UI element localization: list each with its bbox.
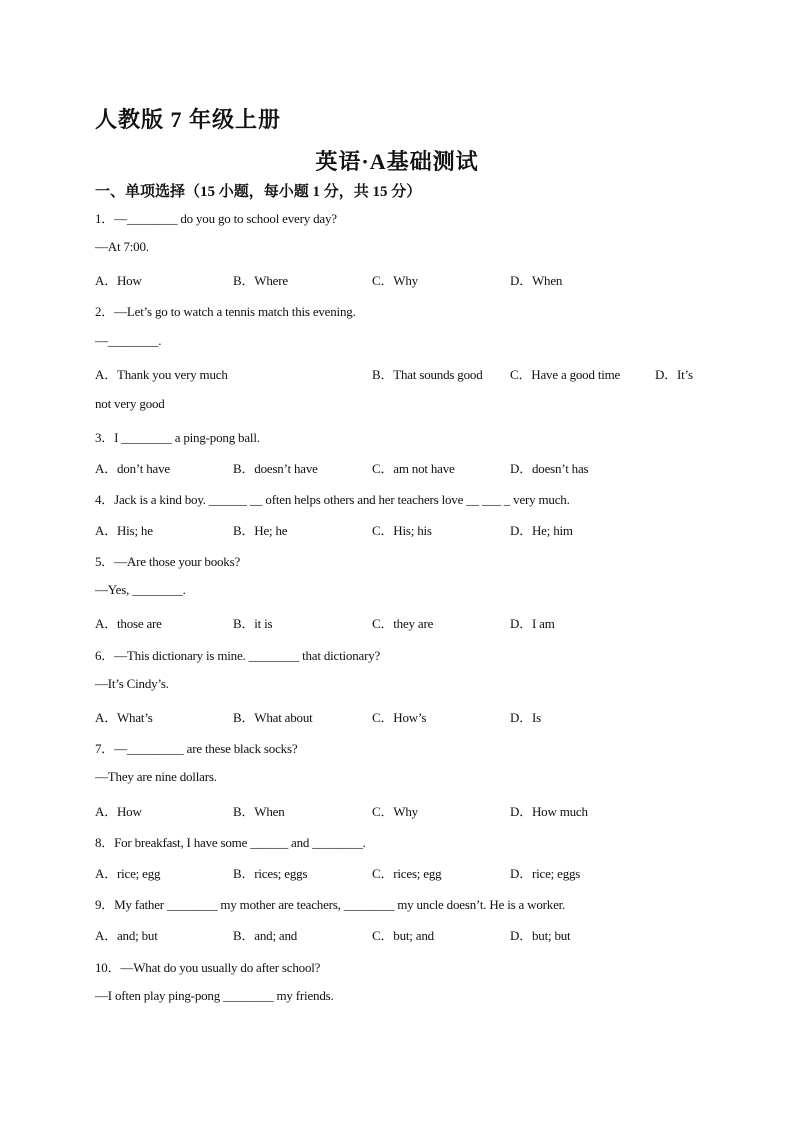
question-1-option-b: B．Where	[233, 273, 288, 288]
question-6-option-c: C．How’s	[372, 710, 427, 725]
question-2-option-c: C．Have a good time	[510, 367, 621, 382]
question-8-option-b: B．rices; eggs	[233, 866, 308, 881]
question-5-answer-line: —Yes, ________.	[95, 582, 186, 597]
test-title: 英语·A基础测试	[315, 149, 479, 174]
question-1-stem: 1．—________ do you go to school every day?	[95, 211, 337, 226]
question-4-option-b: B．He; he	[233, 523, 288, 538]
question-2-option-b: B．That sounds good	[372, 367, 483, 382]
section-heading: 一、单项选择（15 小题，每小题 1 分，共 15 分）	[95, 184, 422, 200]
question-6-option-d: D．Is	[510, 710, 541, 725]
question-2-option-d: D．It’s	[655, 367, 693, 382]
question-3-stem: 3．I ________ a ping-pong ball.	[95, 430, 260, 445]
question-5-stem: 5．—Are those your books?	[95, 554, 241, 569]
question-2-answer-line: —________.	[95, 333, 162, 348]
question-9-option-b: B．and; and	[233, 928, 298, 943]
question-10-answer-line: —I often play ping-pong ________ my friends.	[95, 988, 334, 1003]
question-5-option-b: B．it is	[233, 616, 273, 631]
question-2-option-a: A．Thank you very much	[95, 367, 228, 382]
question-8-option-a: A．rice; egg	[95, 866, 161, 881]
question-8-stem: 8．For breakfast, I have some ______ and ________.	[95, 835, 366, 850]
question-4-option-c: C．His; his	[372, 523, 432, 538]
question-4-option-a: A．His; he	[95, 523, 153, 538]
question-1-option-d: D．When	[510, 273, 563, 288]
question-6-answer-line: —It’s Cindy’s.	[95, 676, 169, 691]
question-7-option-c: C．Why	[372, 804, 418, 819]
question-7-answer-line: —They are nine dollars.	[95, 769, 217, 784]
question-8-option-c: C．rices; egg	[372, 866, 442, 881]
question-4-stem: 4．Jack is a kind boy. ______ __ often helps others and her teachers love __ ___ _ very much.	[95, 492, 570, 507]
question-9-stem: 9．My father ________ my mother are teachers, ________ my uncle doesn’t. He is a worker.	[95, 897, 566, 912]
question-7-option-a: A．How	[95, 804, 142, 819]
question-3-option-d: D．doesn’t has	[510, 461, 589, 476]
question-6-option-a: A．What’s	[95, 710, 153, 725]
question-8-option-d: D．rice; eggs	[510, 866, 581, 881]
question-6-stem: 6．—This dictionary is mine. ________ that dictionary?	[95, 648, 381, 663]
question-9-option-a: A．and; but	[95, 928, 158, 943]
question-6-option-b: B．What about	[233, 710, 313, 725]
question-3-option-c: C．am not have	[372, 461, 455, 476]
question-7-option-d: D．How much	[510, 804, 588, 819]
question-5-option-d: D．I am	[510, 616, 555, 631]
question-7-option-b: B．When	[233, 804, 285, 819]
question-5-option-a: A．those are	[95, 616, 162, 631]
question-1-option-a: A．How	[95, 273, 142, 288]
question-1-answer-line: —At 7:00.	[95, 239, 149, 254]
question-9-option-d: D．but; but	[510, 928, 571, 943]
question-2-option-d-wrap: not very good	[95, 396, 165, 411]
question-5-option-c: C．they are	[372, 616, 434, 631]
book-title: 人教版 7 年级上册	[95, 107, 282, 132]
question-2-stem: 2．—Let’s go to watch a tennis match this evening.	[95, 304, 356, 319]
question-3-option-a: A．don’t have	[95, 461, 170, 476]
question-10-stem: 10．—What do you usually do after school?	[95, 960, 321, 975]
question-3-option-b: B．doesn’t have	[233, 461, 318, 476]
question-4-option-d: D．He; him	[510, 523, 573, 538]
question-9-option-c: C．but; and	[372, 928, 434, 943]
question-7-stem: 7．—_________ are these black socks?	[95, 741, 298, 756]
question-1-option-c: C．Why	[372, 273, 418, 288]
